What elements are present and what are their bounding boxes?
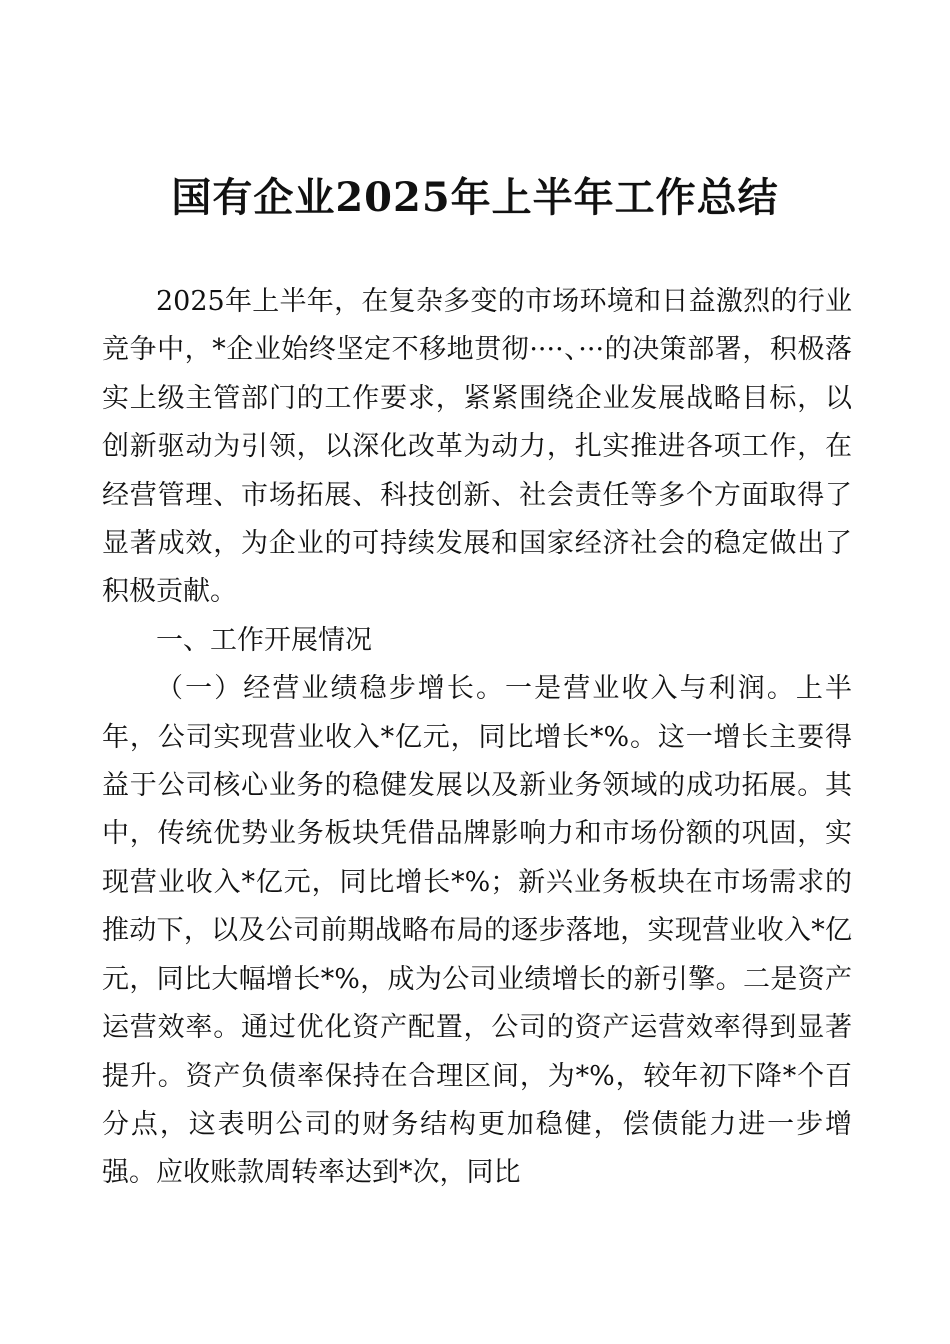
document-title: 国有企业2025年上半年工作总结	[171, 174, 779, 221]
subsection-paragraph: （一）经营业绩稳步增长。一是营业收入与利润。上半年，公司实现营业收入*亿元，同比增长*%。这一增长主要得益于公司核心业务的稳健发展以及新业务领域的成功拓展。其中，传统优势业务板块凭借品牌影响力和市场份额的巩固，实现营业收入*亿元，同比增长*%；新兴业务板块在市场需求的推动下，以及公司前期战略布局的逐步落地，实现营业收入*亿元，同比大幅增长*%，成为公司业绩增长的新引擎。二是资产运营效率。通过优化资产配置，公司的资产运营效率得到显著提升。资产负债率保持在合理区间，为*%，较年初下降*个百分点，这表明公司的财务结构更加稳健，偿债能力进一步增强。应收账款周转率达到*次，同比	[102, 673, 852, 1189]
intro-paragraph: 2025年上半年，在复杂多变的市场环境和日益激烈的行业竞争中，*企业始终坚定不移地贯彻····、···的决策部署，积极落实上级主管部门的工作要求，紧紧围绕企业发展战略目标，以创新驱动为引领，以深化改革为动力，扎实推进各项工作，在经营管理、市场拓展、科技创新、社会责任等多个方面取得了显著成效，为企业的可持续发展和国家经济社会的稳定做出了积极贡献。	[102, 286, 852, 608]
section-heading: 一、工作开展情况	[156, 624, 372, 656]
document-body	[102, 278, 852, 1198]
